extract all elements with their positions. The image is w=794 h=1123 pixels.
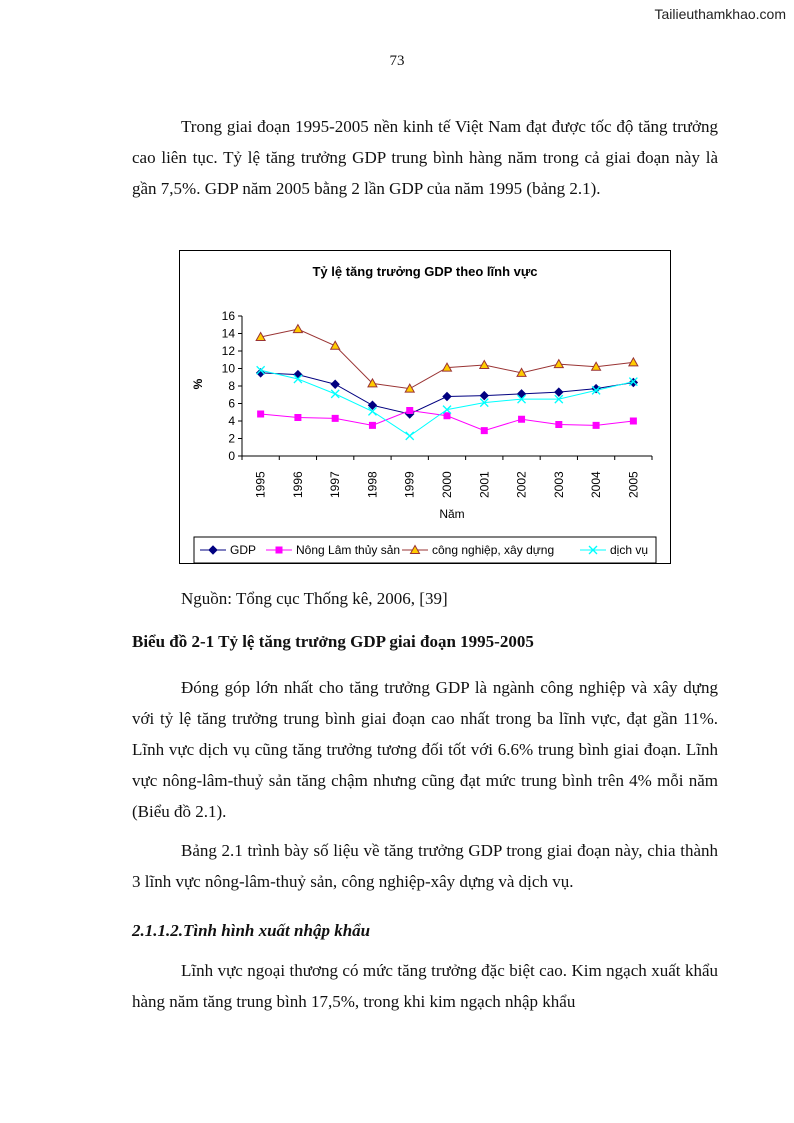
y-tick-label: 0 [228, 449, 235, 463]
data-point [593, 422, 599, 428]
series-3 [257, 366, 638, 440]
x-tick-label: 1996 [290, 471, 305, 498]
data-point [481, 428, 487, 434]
paragraph-table-intro: Bảng 2.1 trình bày số liệu về tăng trưởng GDP trong giai đoạn này, chia thành 3 lĩnh vực nông-lâm-thuỷ sản, công nghiệp-xây dựng và dịch vụ. [132, 841, 718, 891]
legend-swatch-marker [276, 547, 282, 553]
data-point [480, 361, 489, 369]
page-number: 73 [389, 53, 405, 69]
y-tick-label: 2 [228, 431, 235, 446]
series-0 [257, 369, 638, 418]
chart-series-layer [256, 325, 638, 440]
figure-caption: Biểu đồ 2-1 Tỷ lệ tăng trưởng GDP giai đoạn 1995-2005 [132, 632, 534, 651]
paragraph-trade: Lĩnh vực ngoại thương có mức tăng trưởng đặc biệt cao. Kim ngạch xuất khẩu hàng năm tăng trung bình 17,5%, trong khi kim ngạch nhập khẩu [132, 961, 718, 1011]
x-tick-label: 2001 [477, 471, 492, 498]
paragraph-intro: Trong giai đoạn 1995-2005 nền kinh tế Việt Nam đạt được tốc độ tăng trưởng cao liên tục. Tỷ lệ tăng trưởng GDP trung bình hàng năm trong cả giai đoạn này là gần 7,5%. GDP năm 2005 bằng 2 lần GDP của năm 1995 (bảng 2.1). [132, 117, 718, 198]
data-point [332, 415, 338, 421]
data-point [519, 416, 525, 422]
series-1 [258, 408, 637, 434]
data-point [407, 408, 413, 414]
y-tick-label: 8 [228, 379, 235, 393]
data-point [443, 393, 451, 401]
source-note: Nguồn: Tổng cục Thống kê, 2006, [39] [181, 589, 448, 608]
x-tick-label: 2000 [440, 471, 454, 498]
data-point [295, 415, 301, 421]
chart-axes [222, 309, 652, 498]
legend-label: Nông Lâm thủy sản [296, 543, 401, 557]
legend-label: dịch vụ [610, 543, 649, 557]
data-point [294, 371, 302, 379]
y-tick-label: 14 [221, 326, 235, 341]
data-point [555, 388, 563, 396]
data-point [331, 380, 339, 388]
y-axis-label: % [191, 378, 205, 390]
data-point [331, 341, 340, 349]
data-point [369, 422, 375, 428]
data-point [554, 360, 563, 368]
chart-canvas [180, 251, 670, 563]
series-line [261, 370, 634, 436]
data-point [629, 358, 638, 366]
data-point [258, 411, 264, 417]
data-point [480, 392, 488, 400]
legend-label: công nghiệp, xây dựng [432, 543, 555, 557]
y-tick-label: 4 [228, 414, 235, 428]
gdp-growth-chart [179, 250, 671, 564]
section-heading: 2.1.1.2.Tình hình xuất nhập khẩu [132, 921, 371, 940]
watermark: Tailieuthamkhao.com [654, 6, 786, 22]
x-tick-label: 1995 [253, 471, 268, 498]
x-tick-label: 2003 [551, 471, 566, 498]
y-tick-label: 10 [221, 361, 235, 376]
data-point [556, 422, 562, 428]
chart-legend [194, 537, 656, 563]
data-point [630, 418, 636, 424]
data-point [331, 390, 339, 398]
paragraph-contribution: Đóng góp lớn nhất cho tăng trưởng GDP là ngành công nghiệp và xây dựng với tỷ lệ tăng trưởng trung bình giai đoạn cao nhất trong ba lĩnh vực, đạt gần 11%. Lĩnh vực dịch vụ cũng tăng trưởng tương đối tốt với 6.6% trung bình giai đoạn. Lĩnh vực nông-lâm-thuỷ sản tăng chậm nhưng cũng đạt mức trung bình trên 4% mỗi năm (Biểu đồ 2.1). [132, 678, 718, 821]
data-point [406, 432, 414, 440]
x-tick-label: 2002 [514, 471, 529, 498]
y-tick-label: 16 [221, 309, 235, 323]
x-tick-label: 2005 [626, 471, 641, 498]
series-2 [256, 325, 638, 393]
x-axis-label: Năm [439, 507, 465, 521]
y-tick-label: 12 [221, 344, 235, 358]
x-tick-label: 1998 [365, 471, 380, 498]
legend-label: GDP [230, 543, 257, 557]
data-point [293, 325, 302, 333]
x-tick-label: 2004 [589, 471, 604, 498]
chart-title: Tỷ lệ tăng trưởng GDP theo lĩnh vực [312, 264, 538, 279]
x-tick-label: 1997 [328, 471, 343, 498]
y-tick-label: 6 [228, 396, 235, 411]
data-point [444, 413, 450, 419]
x-tick-label: 1999 [402, 471, 417, 498]
